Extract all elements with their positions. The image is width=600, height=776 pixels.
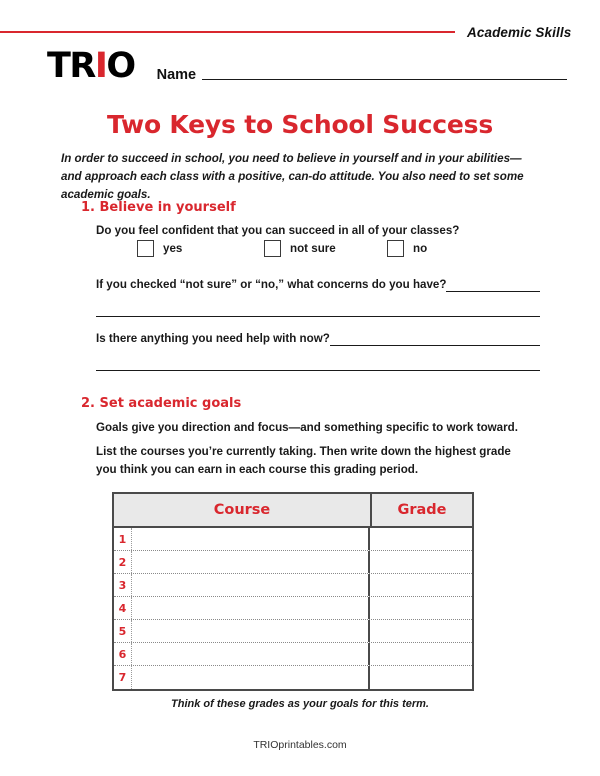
table-cell-grade[interactable] <box>370 666 472 689</box>
name-label: Name <box>156 67 197 83</box>
course-grade-table <box>112 492 474 691</box>
fill-in-concerns-prompt: If you checked “not sure” or “no,” what concerns do you have? <box>96 278 447 292</box>
table-cell-course[interactable] <box>132 574 370 596</box>
table-cell-grade[interactable] <box>370 643 472 665</box>
intro-paragraph: In order to succeed in school, you need to believe in yourself and in your abilities—and approach each class with a positive, can-do attitude. You also need to set some academic goals. <box>61 152 524 201</box>
table-cell-course[interactable] <box>132 551 370 573</box>
table-row-number: 4 <box>114 597 132 619</box>
fill-in-help-rule-2[interactable] <box>96 369 540 371</box>
table-row-number: 2 <box>114 551 132 573</box>
trio-logo-part-o: O <box>106 46 135 86</box>
table-row <box>114 620 472 643</box>
page-title: Two Keys to School Success <box>106 110 494 139</box>
section-2-heading: 2. Set academic goals <box>81 396 242 411</box>
trio-logo-part-tr: TR <box>47 46 95 86</box>
table-cell-grade[interactable] <box>370 551 472 573</box>
fill-in-help-prompt: Is there anything you need help with now? <box>96 332 330 346</box>
fill-in-concerns-line-1 <box>96 277 540 294</box>
fill-in-help-line-1 <box>96 331 540 348</box>
table-cell-course[interactable] <box>132 643 370 665</box>
checkbox-yes-label: yes <box>163 242 183 255</box>
table-row <box>114 528 472 551</box>
table-header-row <box>114 494 472 528</box>
checkbox-no-label: no <box>413 242 428 255</box>
table-row <box>114 643 472 666</box>
footer-url: TRIOprintables.com <box>253 739 347 751</box>
section-1-question: Do you feel confident that you can succeed in all of your classes? <box>96 224 460 237</box>
table-row-number: 6 <box>114 643 132 665</box>
table-cell-course[interactable] <box>132 620 370 642</box>
checkbox-option-no[interactable] <box>387 240 427 257</box>
fill-in-concerns-rule-2[interactable] <box>96 315 540 317</box>
table-row-number: 5 <box>114 620 132 642</box>
checkbox-option-yes[interactable] <box>137 240 264 257</box>
table-caption: Think of these grades as your goals for this term. <box>171 698 429 710</box>
checkbox-yes-box[interactable] <box>137 240 154 257</box>
fill-in-help-rule-1[interactable] <box>330 344 540 346</box>
table-cell-grade[interactable] <box>370 597 472 619</box>
table-row <box>114 666 472 689</box>
confidence-checkbox-group <box>137 240 467 257</box>
header-red-rule <box>0 31 455 34</box>
table-cell-grade[interactable] <box>370 574 472 596</box>
checkbox-not-sure-label: not sure <box>290 242 336 255</box>
table-header-grade-label: Grade <box>397 502 447 518</box>
logo-and-name-row <box>47 48 567 84</box>
section-1-heading: 1. Believe in yourself <box>81 200 236 215</box>
fill-in-concerns <box>96 277 540 317</box>
table-header-grade <box>372 494 472 526</box>
table-cell-grade[interactable] <box>370 528 472 550</box>
table-cell-grade[interactable] <box>370 620 472 642</box>
section-2-paragraph-2: List the courses you’re currently taking. Then write down the highest grade you think you can earn in each course this grading period. <box>96 445 511 476</box>
table-header-course-label: Course <box>213 502 271 518</box>
table-row-number: 3 <box>114 574 132 596</box>
fill-in-concerns-rule-1[interactable] <box>446 290 540 292</box>
category-label: Academic Skills <box>467 24 572 40</box>
table-cell-course[interactable] <box>132 597 370 619</box>
table-cell-course[interactable] <box>132 528 370 550</box>
table-row-number: 7 <box>114 666 132 689</box>
header-band <box>0 22 600 42</box>
name-input-line[interactable] <box>202 78 567 80</box>
table-row <box>114 551 472 574</box>
checkbox-not-sure-box[interactable] <box>264 240 281 257</box>
table-row <box>114 597 472 620</box>
checkbox-option-not-sure[interactable] <box>264 240 387 257</box>
checkbox-no-box[interactable] <box>387 240 404 257</box>
trio-logo <box>47 46 135 86</box>
fill-in-help <box>96 331 540 371</box>
trio-logo-part-i: I <box>94 46 107 86</box>
table-row-number: 1 <box>114 528 132 550</box>
section-2-paragraph-1: Goals give you direction and focus—and something specific to work toward. <box>96 421 518 434</box>
table-row <box>114 574 472 597</box>
table-header-course <box>114 494 372 526</box>
table-cell-course[interactable] <box>132 666 370 689</box>
